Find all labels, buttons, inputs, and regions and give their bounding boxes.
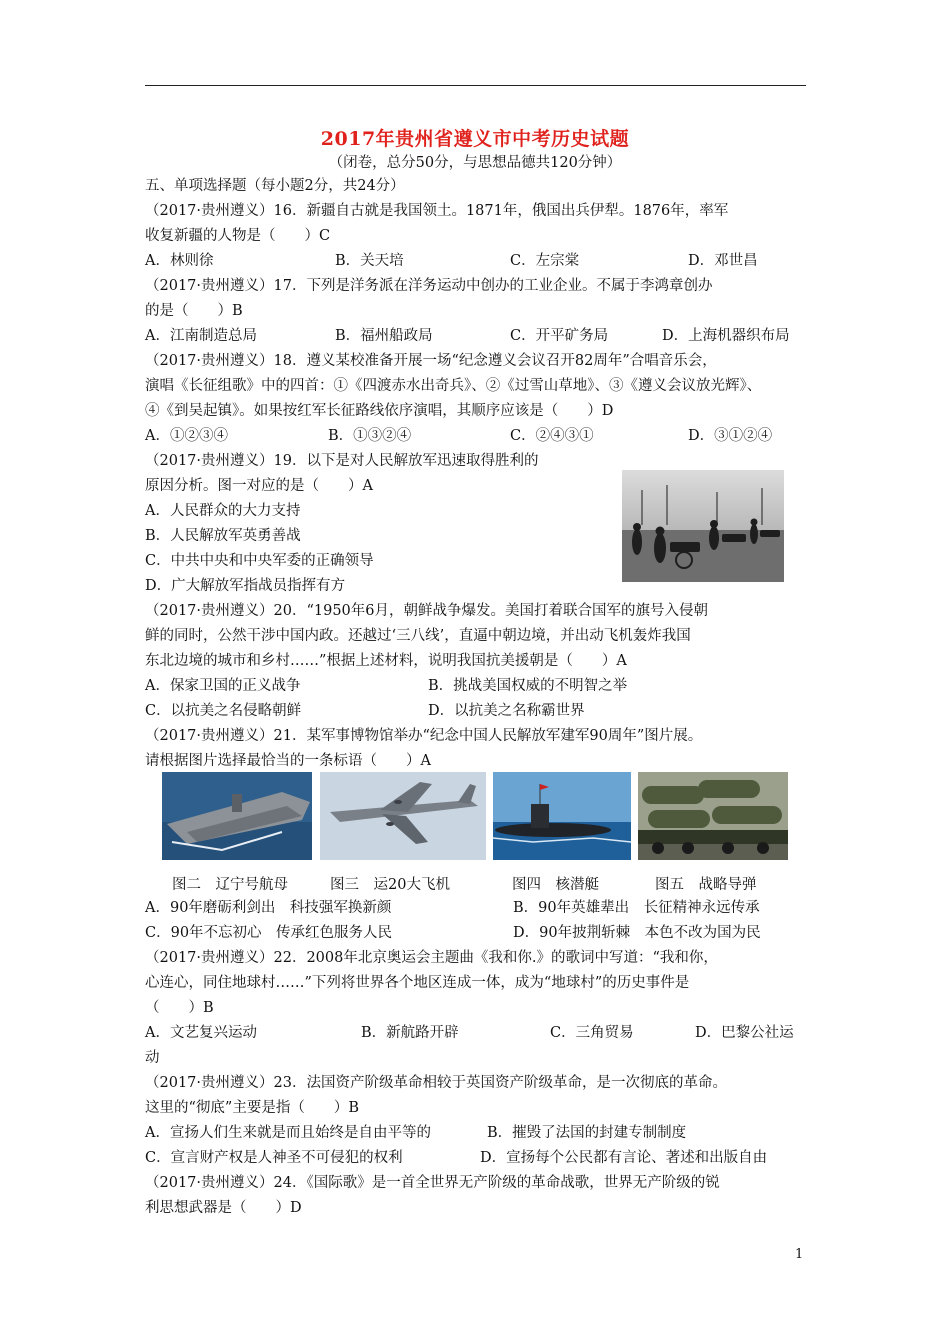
figure3-photo [320, 772, 486, 860]
q22-option-d: D．巴黎公社运 [695, 1025, 794, 1041]
q20-stem-line2: 鲜的同时，公然干涉中国内政。还越过‘三八线’，直逼中朝边境，并出动飞机轰炸我国 [145, 628, 691, 644]
figure4-caption: 图四 核潜艇 [512, 877, 599, 893]
q21-stem-line2: 请根据图片选择最恰当的一条标语（ ）A [145, 753, 431, 769]
q23-option-c: C．宣言财产权是人神圣不可侵犯的权利 [145, 1150, 403, 1166]
q17-option-c: C．开平矿务局 [510, 328, 609, 344]
q22-stem-line2: 心连心，同住地球村……”下列将世界各个地区连成一体，成为“地球村”的历史事件是 [145, 975, 690, 991]
q22-stem-line1: （2017·贵州遵义）22．2008年北京奥运会主题曲《我和你.》的歌词中写道：“我和你， [145, 950, 718, 966]
q22-option-a: A．文艺复兴运动 [145, 1025, 257, 1041]
q23-option-d: D．宣扬每个公民都有言论、著述和出版自由 [480, 1150, 768, 1166]
aircraft-carrier-image [162, 772, 312, 860]
q24-stem-line2: 利思想武器是（ ）D [145, 1200, 302, 1216]
q22-option-b: B．新航路开辟 [361, 1025, 459, 1041]
q19-option-b: B．人民解放军英勇善战 [145, 528, 301, 544]
q19-option-c: C．中共中央和中央军委的正确领导 [145, 553, 374, 569]
q16-option-d: D．邓世昌 [688, 253, 758, 269]
q23-stem-line1: （2017·贵州遵义）23．法国资产阶级革命相较于英国资产阶级革命，是一次彻底的革命。 [145, 1075, 727, 1091]
transport-aircraft-image [320, 772, 486, 860]
q18-option-b: B．①③②④ [328, 428, 412, 444]
figure4-photo [493, 772, 631, 860]
q20-option-a: A．保家卫国的正义战争 [145, 678, 301, 694]
q22-option-c: C．三角贸易 [550, 1025, 634, 1041]
q18-option-d: D．③①②④ [688, 428, 773, 444]
q16-option-c: C．左宗棠 [510, 253, 580, 269]
q17-stem-line2: 的是（ ）B [145, 303, 243, 319]
q24-stem-line1: （2017·贵州遵义）24．《国际歌》是一首全世界无产阶级的革命战歌，世界无产阶级的锐 [145, 1175, 720, 1191]
q16-option-b: B．关天培 [335, 253, 404, 269]
figure3-caption: 图三 运20大飞机 [330, 877, 450, 893]
page-title: 2017年贵州省遵义市中考历史试题 [320, 128, 630, 150]
figure2-caption: 图二 辽宁号航母 [172, 877, 288, 893]
q18-stem-line1: （2017·贵州遵义）18．遵义某校准备开展一场“纪念遵义会议召开82周年”合唱音乐会， [145, 353, 717, 369]
q16-option-a: A．林则徐 [145, 253, 214, 269]
strategic-missile-image [638, 772, 788, 860]
q19-stem-line2: 原因分析。图一对应的是（ ）A [145, 478, 373, 494]
q19-option-d: D．广大解放军指战员指挥有方 [145, 578, 346, 594]
q21-option-a: A．90年磨砺利剑出 科技强军换新颜 [145, 900, 392, 916]
q20-stem-line1: （2017·贵州遵义）20．“1950年6月，朝鲜战争爆发。美国打着联合国军的旗号入侵朝 [145, 603, 708, 619]
q22-stem-line3: （ ）B [145, 1000, 214, 1016]
q20-option-c: C．以抗美之名侵略朝鲜 [145, 703, 302, 719]
q22-option-d-wrap: 动 [145, 1050, 160, 1066]
page-subtitle: （闭卷，总分50分，与思想品德共120分钟） [328, 155, 622, 171]
header-rule [145, 85, 806, 86]
q17-option-d: D．上海机器织布局 [662, 328, 790, 344]
q18-option-a: A．①②③④ [145, 428, 228, 444]
q17-stem-line1: （2017·贵州遵义）17．下列是洋务派在洋务运动中创办的工业企业。不属于李鸿章创办 [145, 278, 713, 294]
figure5-caption: 图五 战略导弹 [655, 877, 757, 893]
q17-option-b: B．福州船政局 [335, 328, 433, 344]
q18-stem-line3: ④《到吴起镇》。如果按红军长征路线依序演唱，其顺序应该是（ ）D [145, 403, 614, 419]
figure5-photo [638, 772, 788, 860]
q21-option-d: D．90年披荆斩棘 本色不改为国为民 [513, 925, 761, 941]
figure2-photo [162, 772, 312, 860]
civilian-support-image [622, 470, 784, 582]
page-number: 1 [795, 1247, 804, 1262]
q23-stem-line2: 这里的“彻底”主要是指（ ）B [145, 1100, 359, 1116]
q23-option-b: B．摧毁了法国的封建专制制度 [487, 1125, 687, 1141]
q20-option-d: D．以抗美之名称霸世界 [428, 703, 585, 719]
q18-stem-line2: 演唱《长征组歌》中的四首：①《四渡赤水出奇兵》、②《过雪山草地》、③《遵义会议放光辉》、 [145, 378, 762, 394]
q20-stem-line3: 东北边境的城市和乡村……”根据上述材料，说明我国抗美援朝是（ ）A [145, 653, 627, 669]
q16-stem-line2: 收复新疆的人物是（ ）C [145, 228, 331, 244]
section-heading: 五、单项选择题（每小题2分，共24分） [145, 178, 405, 194]
q17-option-a: A．江南制造总局 [145, 328, 257, 344]
q21-stem-line1: （2017·贵州遵义）21．某军事博物馆举办“纪念中国人民解放军建军90周年”图片展。 [145, 728, 703, 744]
q20-option-b: B．挑战美国权威的不明智之举 [428, 678, 628, 694]
nuclear-submarine-image [493, 772, 631, 860]
q19-option-a: A．人民群众的大力支持 [145, 503, 301, 519]
q16-stem-line1: （2017·贵州遵义）16．新疆自古就是我国领土。1871年，俄国出兵伊犁。1876年，率军 [145, 203, 729, 219]
q18-option-c: C．②④③① [510, 428, 594, 444]
figure1-photo [622, 470, 784, 582]
q21-option-b: B．90年英雄辈出 长征精神永远传承 [513, 900, 760, 916]
q21-option-c: C．90年不忘初心 传承红色服务人民 [145, 925, 393, 941]
q19-stem-line1: （2017·贵州遵义）19．以下是对人民解放军迅速取得胜利的 [145, 453, 539, 469]
q23-option-a: A．宣扬人们生来就是而且始终是自由平等的 [145, 1125, 431, 1141]
